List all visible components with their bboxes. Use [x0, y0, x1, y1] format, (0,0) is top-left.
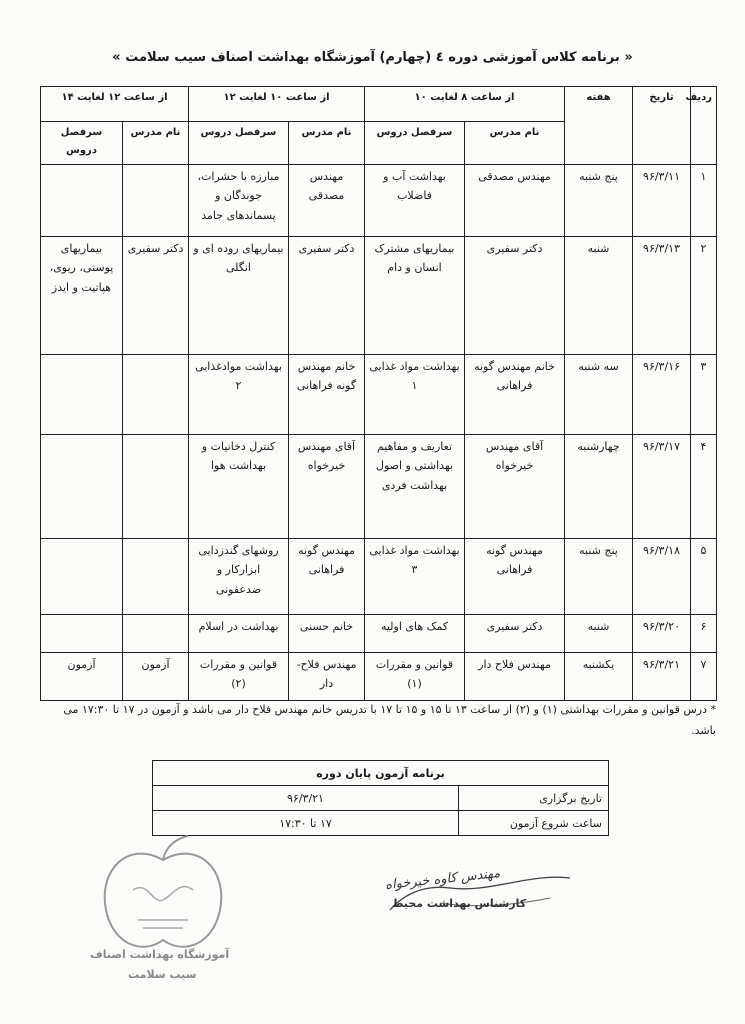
exam-table: [152, 760, 609, 836]
topic-slot-3: [41, 539, 123, 615]
table-row: [41, 237, 717, 355]
row-date: ۹۶/۳/۲۰: [633, 615, 691, 653]
teacher-slot-1: دکتر سفیری: [465, 615, 565, 653]
header-date: تاریخ: [633, 87, 691, 165]
row-date: ۹۶/۳/۱۸: [633, 539, 691, 615]
table-row: [41, 615, 717, 653]
topic-slot-2: بهداشت در اسلام: [189, 615, 289, 653]
topic-slot-1: بهداشت آب و فاضلاب: [365, 165, 465, 237]
topic-slot-1: بیماریهای مشترک انسان و دام: [365, 237, 465, 355]
topic-slot-2: بهداشت موادغذایی ۲: [189, 355, 289, 435]
signature-title: کارشناس بهداشت محیط: [392, 897, 527, 910]
stamp-line-2: سیب سلامت: [128, 968, 197, 981]
table-row: [41, 435, 717, 539]
teacher-slot-3: [123, 435, 189, 539]
teacher-slot-2: آقای مهندس خیرخواه: [289, 435, 365, 539]
row-day: چهارشنبه: [565, 435, 633, 539]
teacher-slot-3: آزمون: [123, 653, 189, 701]
row-number: ۳: [691, 355, 717, 435]
stamp-line-1: آموزشگاه بهداشت اصناف: [90, 948, 230, 961]
topic-slot-2: قوانین و مقررات (۲): [189, 653, 289, 701]
row-number: ۱: [691, 165, 717, 237]
teacher-slot-2: مهندس مصدقی: [289, 165, 365, 237]
page-title: « برنامه کلاس آموزشی دوره ٤ (چهارم) آموزشگاه بهداشت اصناف سیب سلامت »: [112, 50, 633, 65]
teacher-slot-3: دکتر سفیری: [123, 237, 189, 355]
row-date: ۹۶/۳/۲۱: [633, 653, 691, 701]
row-number: ۴: [691, 435, 717, 539]
topic-slot-1: کمک های اولیه: [365, 615, 465, 653]
row-day: پنج شنبه: [565, 539, 633, 615]
row-date: ۹۶/۳/۱۷: [633, 435, 691, 539]
table-row: [41, 653, 717, 701]
teacher-slot-1: مهندس گونه فراهانی: [465, 539, 565, 615]
row-number: ۲: [691, 237, 717, 355]
teacher-slot-3: [123, 615, 189, 653]
row-day: پنج شنبه: [565, 165, 633, 237]
row-number: ۶: [691, 615, 717, 653]
row-day: یکشنبه: [565, 653, 633, 701]
header-topics: سرفصل دروس: [41, 122, 123, 165]
teacher-slot-1: مهندس فلاح دار: [465, 653, 565, 701]
table-row: [41, 355, 717, 435]
header-teacher: نام مدرس: [123, 122, 189, 165]
row-day: شنبه: [565, 615, 633, 653]
topic-slot-1: بهداشت مواد غذایی ۳: [365, 539, 465, 615]
header-week: هفته: [565, 87, 633, 165]
exam-date-value: ۹۶/۳/۲۱: [153, 786, 459, 811]
exam-time-value: ۱۷ تا ۱۷:۳۰: [153, 811, 459, 836]
exam-title: برنامه آزمون پایان دوره: [153, 761, 609, 786]
table-row: [41, 165, 717, 237]
row-number: ۷: [691, 653, 717, 701]
header-teacher: نام مدرس: [289, 122, 365, 165]
topic-slot-3: [41, 615, 123, 653]
topic-slot-2: کنترل دخانیات و بهداشت هوا: [189, 435, 289, 539]
row-day: شنبه: [565, 237, 633, 355]
header-teacher: نام مدرس: [465, 122, 565, 165]
footnote: * درس قوانین و مقررات بهداشتی (۱) و (۲) از ساعت ۱۳ تا ۱۵ و ۱۵ تا ۱۷ با تدریس خانم مهندس فلاح دار می باشد و آزمون در ۱۷ تا ۱۷:۳۰ می باشد.: [63, 703, 716, 737]
topic-slot-3: [41, 165, 123, 237]
table-row: [41, 539, 717, 615]
exam-time-label: ساعت شروع آزمون: [459, 811, 609, 836]
schedule-table: [40, 86, 717, 701]
teacher-slot-2: مهندس گونه فراهانی: [289, 539, 365, 615]
header-row-number: ردیف: [691, 87, 717, 165]
header-slot-1: از ساعت ۸ لغایت ۱۰: [365, 87, 565, 122]
exam-date-label: تاریخ برگزاری: [459, 786, 609, 811]
topic-slot-2: روشهای گندزدایی ابزارکار و ضدعفونی: [189, 539, 289, 615]
teacher-slot-2: خانم مهندس گونه فراهانی: [289, 355, 365, 435]
teacher-slot-1: آقای مهندس خیرخواه: [465, 435, 565, 539]
row-day: سه شنبه: [565, 355, 633, 435]
header-topics: سرفصل دروس: [189, 122, 289, 165]
teacher-slot-3: [123, 539, 189, 615]
topic-slot-3: [41, 355, 123, 435]
row-date: ۹۶/۳/۱۱: [633, 165, 691, 237]
row-date: ۹۶/۳/۱۳: [633, 237, 691, 355]
topic-slot-1: بهداشت مواد غذایی ۱: [365, 355, 465, 435]
topic-slot-1: تعاریف و مفاهیم بهداشتی و اصول بهداشت فردی: [365, 435, 465, 539]
header-topics: سرفصل دروس: [365, 122, 465, 165]
row-date: ۹۶/۳/۱۶: [633, 355, 691, 435]
topic-slot-2: مبارزه با حشرات، جوندگان و پسماندهای جامد: [189, 165, 289, 237]
teacher-slot-1: مهندس مصدقی: [465, 165, 565, 237]
teacher-slot-2: دکتر سفیری: [289, 237, 365, 355]
topic-slot-1: قوانین و مقررات (۱): [365, 653, 465, 701]
teacher-slot-3: [123, 165, 189, 237]
row-number: ۵: [691, 539, 717, 615]
topic-slot-2: بیماریهای روده ای و انگلی: [189, 237, 289, 355]
teacher-slot-2: مهندس فلاح- دار: [289, 653, 365, 701]
teacher-slot-2: خانم حسنی: [289, 615, 365, 653]
teacher-slot-3: [123, 355, 189, 435]
topic-slot-3: بیماریهای پوستی، ریوی، هپاتیت و ایدز: [41, 237, 123, 355]
topic-slot-3: [41, 435, 123, 539]
topic-slot-3: آزمون: [41, 653, 123, 701]
teacher-slot-1: خانم مهندس گونه فراهانی: [465, 355, 565, 435]
teacher-slot-1: دکتر سفیری: [465, 237, 565, 355]
signature-name: مهندس کاوه خیرخواه: [384, 866, 501, 893]
header-slot-2: از ساعت ۱۰ لغایت ۱۲: [189, 87, 365, 122]
header-slot-3: از ساعت ۱۲ لغایت ۱۴: [41, 87, 189, 122]
